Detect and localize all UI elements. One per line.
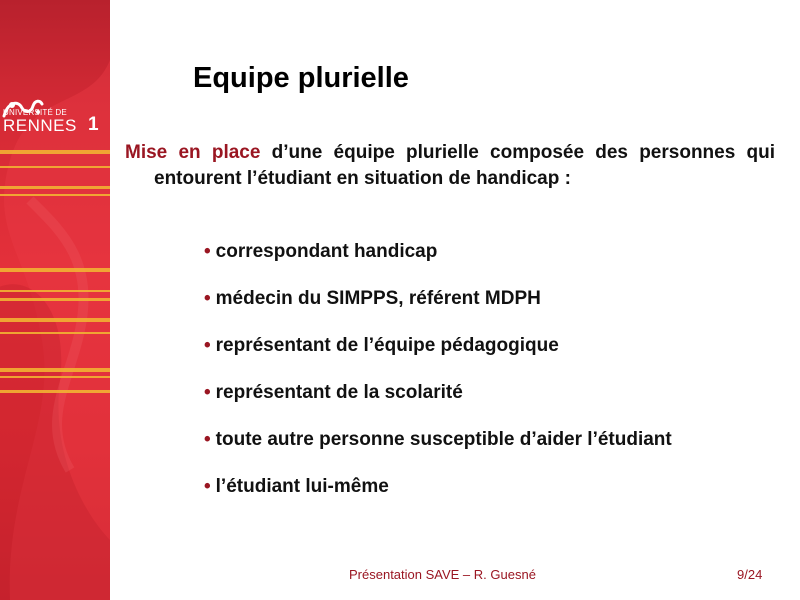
logo-city-label: RENNES — [3, 116, 77, 135]
bullet-dot: • — [204, 241, 211, 262]
intro-highlight: Mise en place — [125, 142, 261, 163]
sidebar-artwork — [0, 0, 110, 600]
list-item — [204, 474, 672, 521]
university-logo — [0, 96, 110, 142]
list-item-text: correspondant handicap — [215, 241, 438, 262]
list-item — [204, 333, 672, 380]
sidebar-decoration — [0, 0, 110, 600]
logo-university-label: UNIVERSITÉ DE — [3, 108, 67, 117]
bullet-dot: • — [204, 288, 211, 309]
slide-title: Equipe plurielle — [193, 62, 409, 94]
footer-page-number: 9/24 — [737, 567, 763, 582]
list-item — [204, 427, 672, 474]
intro-text: d’une équipe plurielle composée des personnes qui entourent l’étudiant en situation de handicap : — [154, 142, 775, 189]
bullet-dot: • — [204, 382, 211, 403]
list-item-text: représentant de l’équipe pédagogique — [215, 335, 559, 356]
bullet-list — [204, 239, 672, 521]
list-item — [204, 380, 672, 427]
logo-number: 1 — [88, 114, 99, 135]
footer-presentation-label: Présentation SAVE – R. Guesné — [349, 567, 536, 582]
bullet-dot: • — [204, 335, 211, 356]
list-item-text: toute autre personne susceptible d’aider l’étudiant — [215, 429, 672, 450]
list-item-text: l’étudiant lui-même — [215, 476, 389, 497]
list-item-text: médecin du SIMPPS, référent MDPH — [215, 288, 541, 309]
list-item-text: représentant de la scolarité — [215, 382, 463, 403]
bullet-dot: • — [204, 429, 211, 450]
list-item — [204, 286, 672, 333]
list-item — [204, 239, 672, 286]
intro-paragraph — [125, 140, 775, 192]
bullet-dot: • — [204, 476, 211, 497]
